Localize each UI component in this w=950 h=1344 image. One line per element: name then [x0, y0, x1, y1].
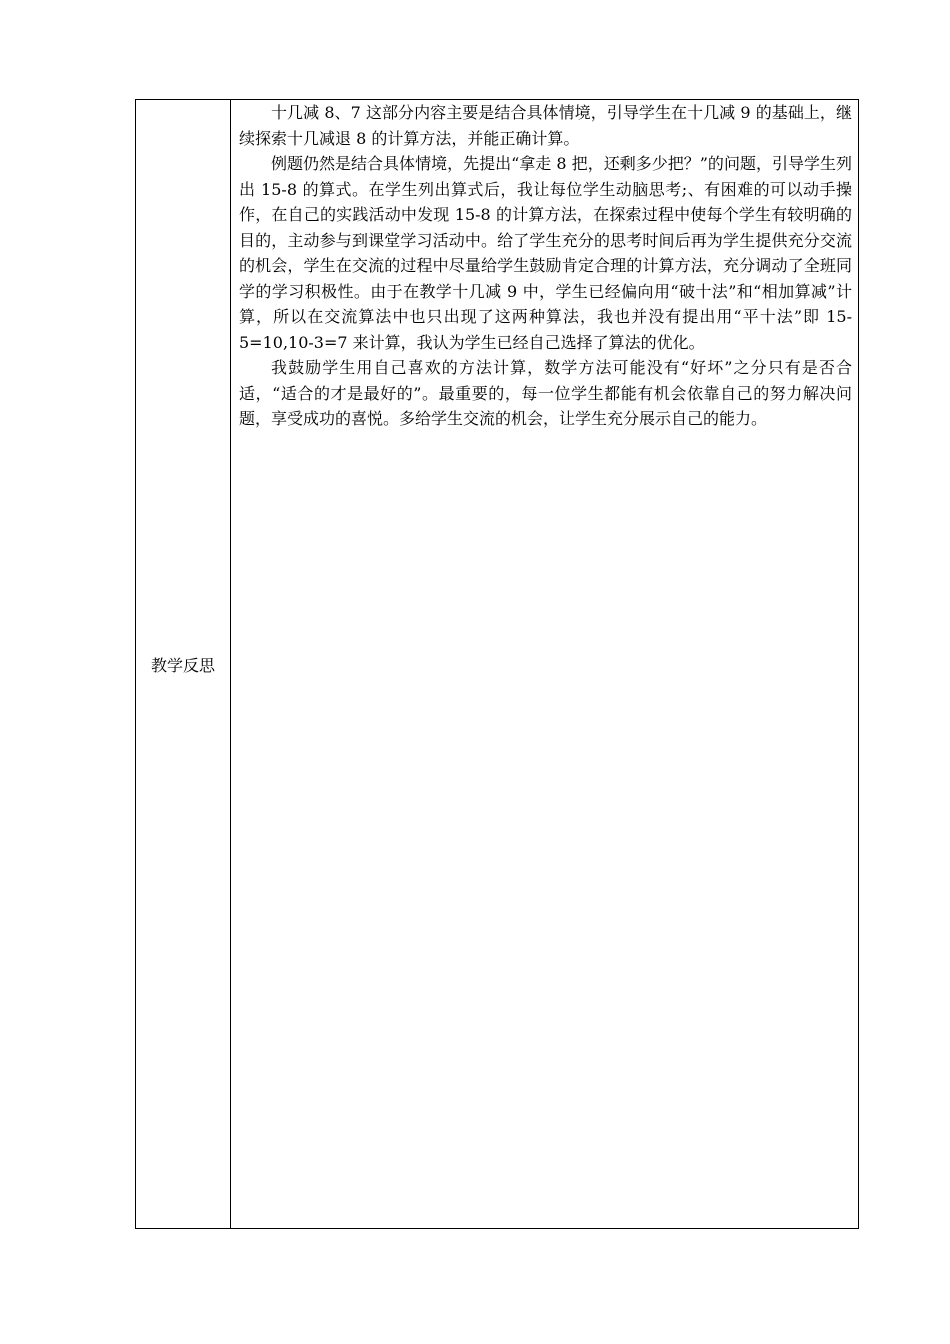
- content-cell: [231, 100, 858, 1228]
- paragraph-1: 十几减 8、7 这部分内容主要是结合具体情境，引导学生在十几减 9 的基础上，继续探索十几减退 8 的计算方法，并能正确计算。: [239, 103, 852, 148]
- paragraph-3: 我鼓励学生用自己喜欢的方法计算，数学方法可能没有“好坏”之分只有是否合适，“适合的才是最好的”。最重要的，每一位学生都能有机会依靠自己的努力解决问题，享受成功的喜悦。多给学生交流的机会，让学生充分展示自己的能力。: [239, 358, 852, 428]
- row-label-cell: [136, 100, 231, 1228]
- reflection-table: [135, 99, 859, 1229]
- row-label: 教学反思: [150, 655, 215, 675]
- paragraph-2: 例题仍然是结合具体情境，先提出“拿走 8 把，还剩多少把？”的问题，引导学生列出 15-8 的算式。在学生列出算式后，我让每位学生动脑思考;、有困难的可以动手操作，在自己的实践活动中发现 15-8 的计算方法，在探索过程中使每个学生有较明确的目的，主动参与到课堂学习活动中。给了学生充分的思考时间后再为学生提供充分交流的机会，学生在交流的过程中尽量给学生鼓励肯定合理的计算方法，充分调动了全班同学的学习积极性。由于在教学十几减 9 中，学生已经偏向用“破十法”和“相加算减”计算，所以在交流算法中也只出现了这两种算法，我也并没有提出用“平十法”即 15-5=10,10-3=7 来计算，我认为学生已经自己选择了算法的优化。: [239, 154, 852, 352]
